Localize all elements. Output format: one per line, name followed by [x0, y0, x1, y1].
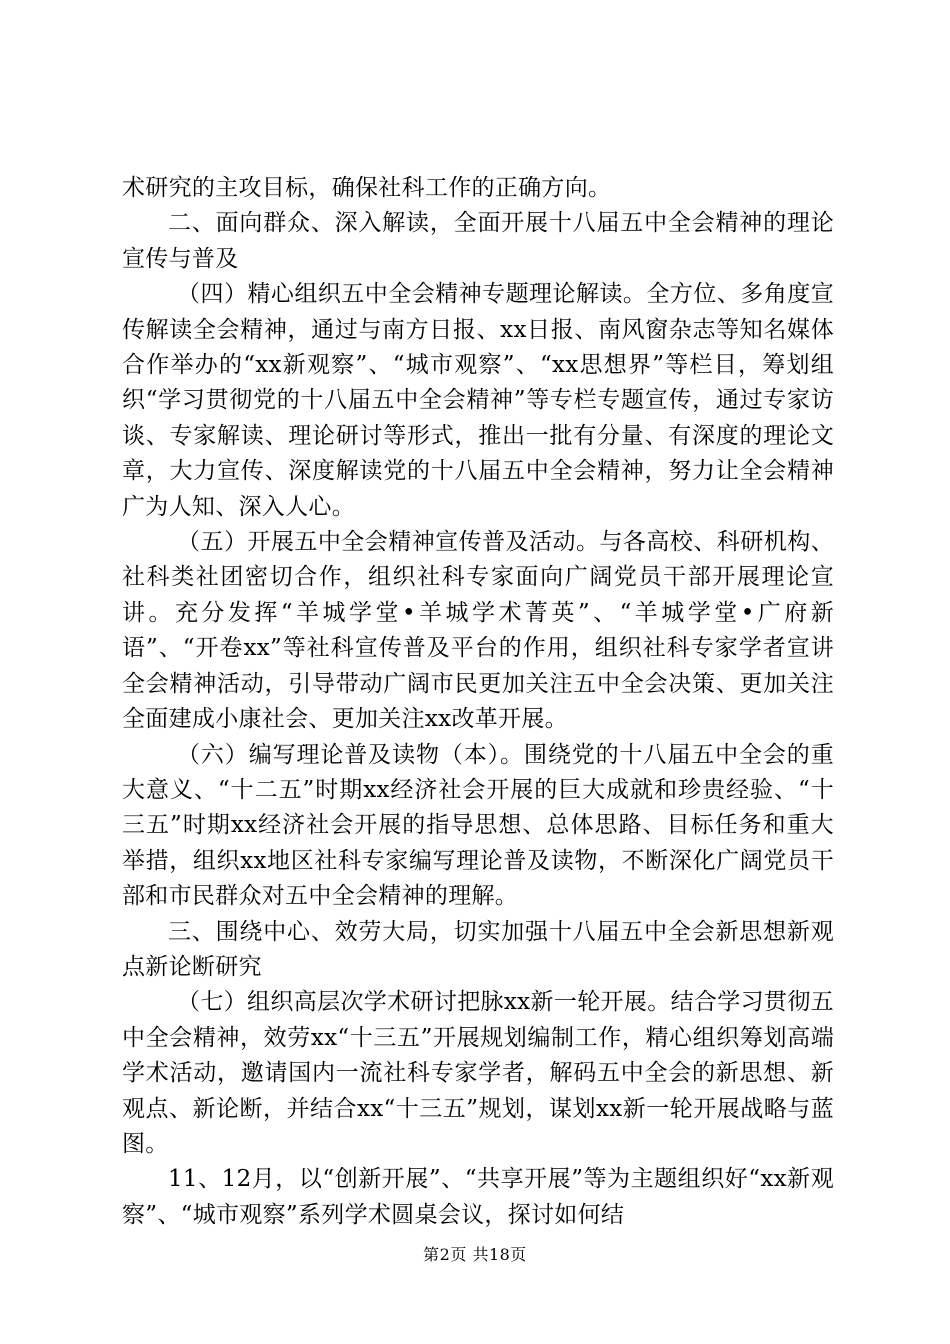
paragraph-item-seven: （七）组织高层次学术研讨把脉xx新一轮开展。结合学习贯彻五中全会精神，效劳xx“十三五”开展规划编制工作，精心组织筹划高端学术活动，邀请国内一流社科专家学者，解码五中全会的新思想、新观点、新论断，并结合xx“十三五”规划，谋划xx新一轮开展战略与蓝图。	[122, 989, 834, 1157]
paragraph-item-five: （五）开展五中全会精神宣传普及活动。与各高校、科研机构、社科类社团密切合作，组织社科专家面向广阔党员干部开展理论宣讲。充分发挥“羊城学堂•羊城学术菁英”、“羊城学堂•广府新语”、“开卷xx”等社科宣传普及平台的作用，组织社科专家学者宣讲全会精神活动，引导带动广阔市民更加关注五中全会决策、更加关注全面建成小康社会、更加关注xx改革开展。	[122, 529, 834, 733]
page-number-label: 第2页 共18页	[423, 1245, 527, 1264]
page-footer	[0, 1245, 950, 1265]
section-heading-two: 二、面向群众、深入解读，全面开展十八届五中全会精神的理论宣传与普及	[122, 210, 834, 272]
paragraph-continuation: 术研究的主攻目标，确保社科工作的正确方向。	[122, 175, 612, 201]
document-body	[122, 171, 834, 1233]
paragraph-schedule: 11、12月，以“创新开展”、“共享开展”等为主题组织好“xx新观察”、“城市观察”系列学术圆桌会议，探讨如何结	[122, 1166, 834, 1228]
paragraph-item-six: （六）编写理论普及读物（本）。围绕党的十八届五中全会的重大意义、“十二五”时期xx经济社会开展的巨大成就和珍贵经验、“十三五”时期xx经济社会开展的指导思想、总体思路、目标任务和重大举措，组织xx地区社科专家编写理论普及读物，不断深化广阔党员干部和市民群众对五中全会精神的理解。	[122, 741, 834, 910]
paragraph-item-four: （四）精心组织五中全会精神专题理论解读。全方位、多角度宣传解读全会精神，通过与南方日报、xx日报、南风窗杂志等知名媒体合作举办的“xx新观察”、“城市观察”、“xx思想界”等栏目，筹划组织“学习贯彻党的十八届五中全会精神”等专栏专题宣传，通过专家访谈、专家解读、理论研讨等形式，推出一批有分量、有深度的理论文章，大力宣传、深度解读党的十八届五中全会精神，努力让全会精神广为人知、深入人心。	[122, 281, 834, 520]
section-heading-three: 三、围绕中心、效劳大局，切实加强十八届五中全会新思想新观点新论断研究	[122, 918, 834, 980]
